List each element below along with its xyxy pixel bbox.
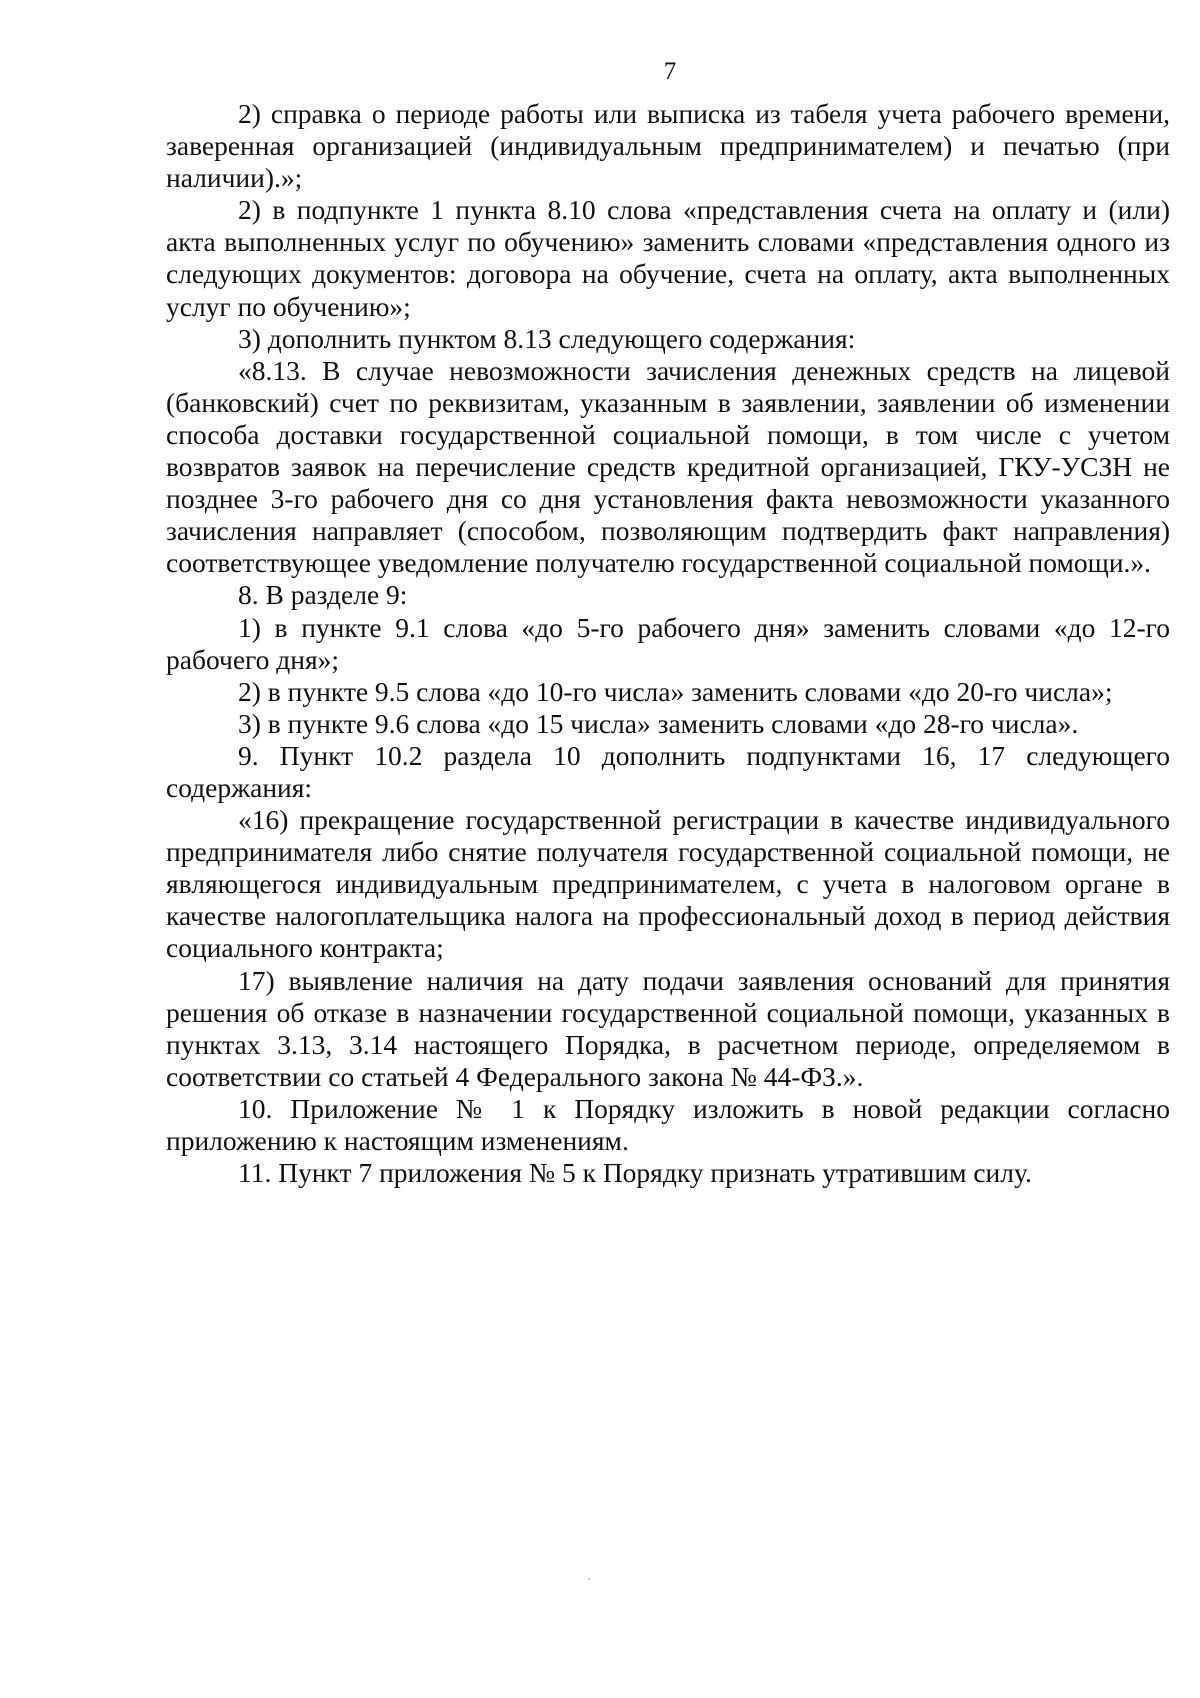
paragraph-appendix-5: 11. Пункт 7 приложения № 5 к Порядку признать утратившим силу.	[238, 1157, 1032, 1189]
paragraph-subclause-17: 17) выявление наличия на дату подачи заявления оснований для принятия решения об отказе в назначении государственной социальной помощи, указанных в пунктах 3.13, 3.14 настоящего Порядка, в расчетном периоде, определяемом в соответствии со статьей 4 Федерального закона № 44-ФЗ.».	[166, 964, 1170, 1092]
paragraph-8-13-text: «8.13. В случае невозможности зачисления денежных средств на лицевой (банковский) счет по реквизитам, указанным в заявлении, заявлении об изменении способа доставки государственной социальной помощи, в том числе с учетом возвратов заявок на перечисление средств кредитной организацией, ГКУ-УСЗН не позднее 3-го рабочего дня со дня установления факта невозможности указанного зачисления направляет (способом, позволяющим подтвердить факт направления) соответствующее уведомление получателю государственной социальной помощи.».	[166, 354, 1170, 579]
paragraph-9-6: 3) в пункте 9.6 слова «до 15 числа» заменить словами «до 28-го числа».	[238, 707, 1079, 739]
scan-artifact	[588, 1578, 590, 1580]
page-number: 7	[663, 58, 677, 85]
paragraph-appendix-1: 10. Приложение № 1 к Порядку изложить в новой редакции согласно приложению к настоящим изменениям.	[166, 1092, 1170, 1156]
paragraph-subclause-8-10: 2) в подпункте 1 пункта 8.10 слова «представления счета на оплату и (или) акта выполненных услуг по обучению» заменить словами «представления одного из следующих документов: договора на обучение, счета на оплату, акта выполненных услуг по обучению»;	[166, 194, 1170, 322]
paragraph-subclause-16: «16) прекращение государственной регистрации в качестве индивидуального предпринимателя либо снятие получателя государственной социальной помощи, не являющегося индивидуальным предпринимателем, с учета в налоговом органе в качестве налогоплательщика налога на профессиональный доход в период действия социального контракта;	[166, 804, 1170, 964]
paragraph-9-5: 2) в пункте 9.5 слова «до 10-го числа» заменить словами «до 20-го числа»;	[238, 675, 1113, 707]
paragraph-10-2: 9. Пункт 10.2 раздела 10 дополнить подпунктами 16, 17 следующего содержания:	[166, 739, 1170, 803]
paragraph-section-9: 8. В разделе 9:	[238, 579, 408, 611]
paragraph-item-2-certificate: 2) справка о периоде работы или выписка из табеля учета рабочего времени, заверенная организацией (индивидуальным предпринимателем) и печатью (при наличии).»;	[166, 98, 1170, 194]
paragraph-add-8-13: 3) дополнить пунктом 8.13 следующего содержания:	[238, 322, 856, 354]
paragraph-9-1: 1) в пункте 9.1 слова «до 5-го рабочего дня» заменить словами «до 12-го рабочего дня»;	[166, 611, 1170, 675]
document-body	[166, 98, 1170, 1189]
